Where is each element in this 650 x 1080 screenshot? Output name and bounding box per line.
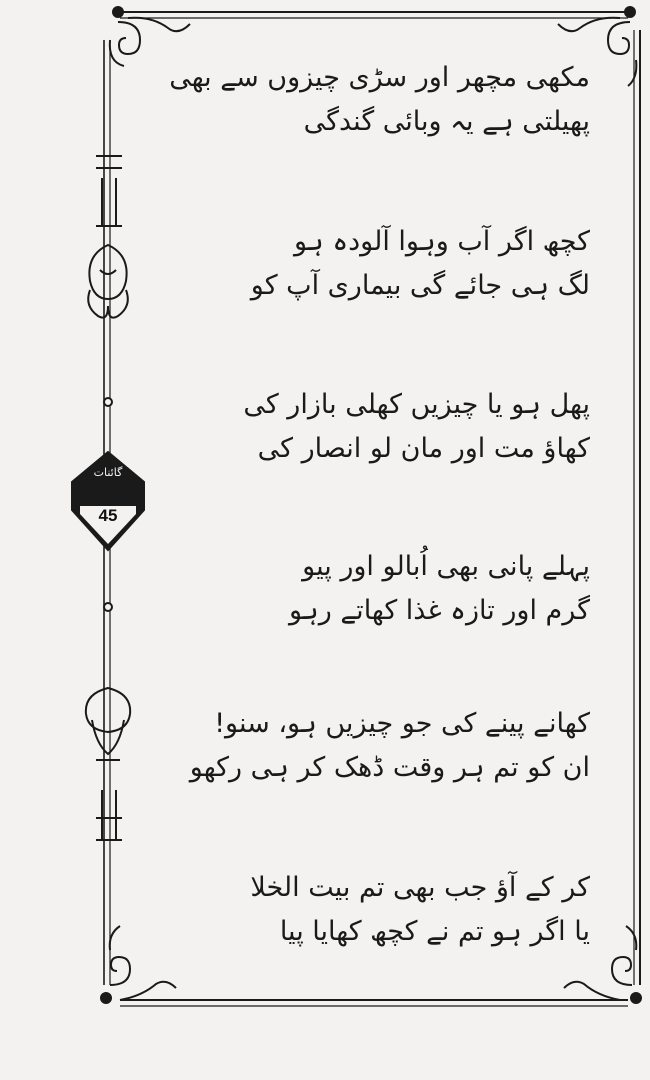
- verse-line: کھاؤ مت اور مان لو انصار کی: [257, 433, 590, 464]
- stanza: [150, 702, 590, 790]
- verse-line: کر کے آؤ جب بھی تم بیت الخلا: [250, 872, 590, 903]
- verse-line: کھانے پینے کی جو چیزیں ہو، سنو!: [214, 708, 590, 739]
- page-number: 45: [98, 506, 118, 525]
- stanza: [150, 220, 590, 308]
- verse-line: ان کو تم ہر وقت ڈھک کر ہی رکھو: [189, 752, 590, 783]
- verse-line: پہلے پانی بھی اُبالو اور پیو: [302, 551, 590, 582]
- stanza: [150, 56, 590, 144]
- verse-line: گرم اور تازہ غذا کھاتے رہو: [288, 595, 590, 626]
- verse-line: کچھ اگر آب وہوا آلودہ ہو: [293, 226, 590, 257]
- verse-line: لگ ہی جائے گی بیماری آپ کو: [250, 270, 590, 301]
- stanza: [150, 383, 590, 471]
- stanza: [150, 866, 590, 954]
- verse-line: مکھی مچھر اور سڑی چیزوں سے بھی: [169, 62, 590, 93]
- verse-line: پھل ہو یا چیزیں کھلی بازار کی: [243, 389, 590, 420]
- verse-line: پھیلتی ہے یہ وبائی گندگی: [303, 106, 590, 137]
- verse-line: یا اگر ہو تم نے کچھ کھایا پیا: [279, 916, 590, 947]
- stanza: [150, 545, 590, 633]
- badge-title: گائنات: [93, 466, 123, 479]
